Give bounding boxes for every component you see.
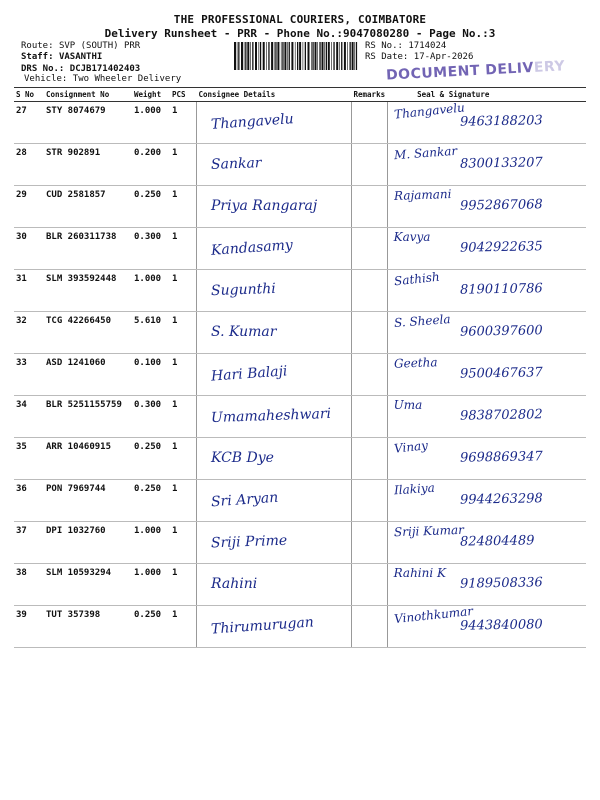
col-remarks: Remarks xyxy=(352,88,388,102)
row-weight: 0.100 xyxy=(132,354,170,396)
receiver-phone: 9443840080 xyxy=(459,617,543,634)
receiver-signature: Vinay xyxy=(392,438,429,456)
row-remarks xyxy=(352,522,388,564)
row-consignment-no: BLR 5251155759 xyxy=(44,396,132,438)
stamp-faded-text: ERY xyxy=(533,58,566,76)
row-pcs: 1 xyxy=(170,354,197,396)
drs-line xyxy=(21,64,140,74)
row-remarks xyxy=(352,228,388,270)
seal-signature-cell xyxy=(387,144,586,186)
staff-value: VASANTHI xyxy=(58,52,103,62)
document-delivery-stamp xyxy=(386,58,566,83)
consignee-signature: Sugunthi xyxy=(210,280,276,300)
row-pcs: 1 xyxy=(170,144,197,186)
row-consignment-no: STR 902891 xyxy=(44,144,132,186)
barcode-bar xyxy=(331,42,332,70)
col-sno: S No xyxy=(14,88,44,102)
barcode-bar xyxy=(287,42,288,70)
receiver-signature: Rajamani xyxy=(393,187,452,203)
col-seal: Seal & Signature xyxy=(387,88,586,102)
consignee-signature: Sriji Prime xyxy=(210,532,288,552)
table-row xyxy=(14,354,586,396)
seal-signature-cell xyxy=(387,312,586,354)
col-consignment: Consignment No xyxy=(44,88,132,102)
barcode-bar xyxy=(311,42,312,70)
row-sno: 31 xyxy=(14,270,44,312)
table-row xyxy=(14,186,586,228)
consignee-signature: Sri Aryan xyxy=(210,489,279,511)
row-weight: 0.250 xyxy=(132,438,170,480)
barcode-bar xyxy=(297,42,298,70)
delivery-table xyxy=(14,87,586,648)
barcode-bar xyxy=(263,42,265,70)
receiver-phone: 9952867068 xyxy=(459,197,543,214)
runsheet-subtitle: Delivery Runsheet - PRR - Phone No.:9047080280 - Page No.:3 xyxy=(104,27,496,40)
barcode-bar xyxy=(282,42,283,70)
row-consignment-no: TCG 42266450 xyxy=(44,312,132,354)
barcode-bar xyxy=(347,42,348,70)
row-pcs: 1 xyxy=(170,606,197,648)
receiver-phone: 9463188203 xyxy=(459,113,543,130)
barcode-bar xyxy=(324,42,325,70)
barcode-bar xyxy=(238,42,239,70)
barcode-bar xyxy=(295,42,296,70)
row-weight: 0.200 xyxy=(132,144,170,186)
seal-signature-cell xyxy=(387,480,586,522)
row-weight: 1.000 xyxy=(132,522,170,564)
staff-label: Staff: xyxy=(21,52,54,62)
row-weight: 0.300 xyxy=(132,228,170,270)
row-pcs: 1 xyxy=(170,312,197,354)
stamp-text: DOCUMENT DELIV xyxy=(385,59,535,84)
receiver-signature: Rahini K xyxy=(393,566,446,580)
receiver-phone: 8190110786 xyxy=(459,281,543,298)
barcode-bar xyxy=(250,42,251,70)
consignee-signature: Rahini xyxy=(211,576,258,592)
barcode-bar xyxy=(260,42,261,70)
table-row xyxy=(14,396,586,438)
row-remarks xyxy=(352,186,388,228)
barcode-bar xyxy=(299,42,301,70)
row-pcs: 1 xyxy=(170,522,197,564)
row-sno: 30 xyxy=(14,228,44,270)
row-consignment-no: SLM 10593294 xyxy=(44,564,132,606)
consignee-signature-cell xyxy=(197,270,352,312)
row-pcs: 1 xyxy=(170,564,197,606)
route-label: Route: xyxy=(21,41,54,51)
seal-signature-cell xyxy=(387,354,586,396)
rs-no-line xyxy=(365,41,446,51)
row-consignment-no: TUT 357398 xyxy=(44,606,132,648)
barcode-bar xyxy=(350,42,351,70)
barcode-bar xyxy=(247,42,249,70)
route-line xyxy=(21,41,140,51)
rs-date-label: RS Date: xyxy=(365,52,409,62)
row-pcs: 1 xyxy=(170,228,197,270)
barcode-bar xyxy=(344,42,346,70)
consignee-signature-cell xyxy=(197,312,352,354)
row-weight: 0.250 xyxy=(132,480,170,522)
seal-signature-cell xyxy=(387,270,586,312)
table-row xyxy=(14,480,586,522)
row-pcs: 1 xyxy=(170,396,197,438)
table-header-row xyxy=(14,88,586,102)
table-row xyxy=(14,438,586,480)
row-remarks xyxy=(352,354,388,396)
receiver-signature: Kavya xyxy=(393,230,431,244)
receiver-signature: Geetha xyxy=(393,355,438,371)
row-remarks xyxy=(352,480,388,522)
table-row xyxy=(14,270,586,312)
barcode-bar xyxy=(241,42,243,70)
rs-no-label: RS No.: xyxy=(365,41,403,51)
barcode-bar xyxy=(305,42,306,70)
row-remarks xyxy=(352,438,388,480)
consignee-signature-cell xyxy=(197,480,352,522)
receiver-signature: Sriji Kumar xyxy=(393,522,464,540)
consignee-signature-cell xyxy=(197,228,352,270)
row-sno: 34 xyxy=(14,396,44,438)
row-weight: 0.250 xyxy=(132,186,170,228)
barcode-bar xyxy=(266,42,267,70)
barcode-bar xyxy=(315,42,317,70)
drs-label: DRS No.: xyxy=(21,64,65,74)
company-title: THE PROFESSIONAL COURIERS, COIMBATORE xyxy=(173,13,427,26)
row-consignment-no: ARR 10460915 xyxy=(44,438,132,480)
table-row xyxy=(14,606,586,648)
barcode-bar xyxy=(326,42,327,70)
seal-signature-cell xyxy=(387,438,586,480)
row-sno: 33 xyxy=(14,354,44,396)
route-value: SVP (SOUTH) PRR xyxy=(58,41,141,51)
receiver-phone: 9500467637 xyxy=(459,365,543,382)
row-remarks xyxy=(352,564,388,606)
barcode-bar xyxy=(252,42,253,70)
col-consignee: Consignee Details xyxy=(197,88,352,102)
seal-signature-cell xyxy=(387,522,586,564)
consignee-signature-cell xyxy=(197,606,352,648)
barcode-bar xyxy=(234,42,236,70)
row-sno: 36 xyxy=(14,480,44,522)
seal-signature-cell xyxy=(387,396,586,438)
row-sno: 32 xyxy=(14,312,44,354)
receiver-phone: 824804489 xyxy=(459,533,535,550)
row-remarks xyxy=(352,312,388,354)
row-sno: 39 xyxy=(14,606,44,648)
rs-date-value: 17-Apr-2026 xyxy=(413,52,474,62)
barcode-bar xyxy=(319,42,320,70)
receiver-phone: 9600397600 xyxy=(459,323,543,340)
row-pcs: 1 xyxy=(170,102,197,144)
row-consignment-no: CUD 2581857 xyxy=(44,186,132,228)
barcode-bar xyxy=(354,42,355,70)
consignee-signature-cell xyxy=(197,396,352,438)
row-sno: 37 xyxy=(14,522,44,564)
barcode-bar xyxy=(271,42,273,70)
seal-signature-cell xyxy=(387,603,586,648)
barcode-bar xyxy=(322,42,324,70)
consignee-signature-cell xyxy=(197,522,352,564)
seal-signature-cell xyxy=(387,186,586,228)
consignee-signature-cell xyxy=(197,564,352,606)
receiver-phone: 9042922635 xyxy=(459,239,543,256)
row-pcs: 1 xyxy=(170,186,197,228)
barcode-bar xyxy=(277,42,279,70)
staff-line xyxy=(21,52,102,62)
row-weight: 0.250 xyxy=(132,606,170,648)
row-weight: 1.000 xyxy=(132,564,170,606)
vehicle-line xyxy=(24,74,181,84)
row-sno: 29 xyxy=(14,186,44,228)
barcode-bar xyxy=(281,42,282,70)
consignee-signature: Thirumurugan xyxy=(210,614,315,638)
col-weight: Weight xyxy=(132,88,170,102)
row-remarks xyxy=(352,270,388,312)
seal-signature-cell xyxy=(387,228,586,270)
row-sno: 27 xyxy=(14,102,44,144)
barcode-image xyxy=(234,42,358,70)
consignee-signature-cell xyxy=(197,186,352,228)
row-pcs: 1 xyxy=(170,438,197,480)
barcode-bar xyxy=(333,42,334,70)
consignee-signature-cell xyxy=(197,144,352,186)
barcode-bar xyxy=(289,42,290,70)
row-consignment-no: BLR 260311738 xyxy=(44,228,132,270)
row-weight: 5.610 xyxy=(132,312,170,354)
consignee-signature: Sankar xyxy=(210,155,262,173)
barcode-bar xyxy=(284,42,286,70)
barcode-bar xyxy=(303,42,304,70)
barcode-bar xyxy=(356,42,357,70)
seal-signature-cell xyxy=(387,102,586,144)
receiver-signature: S. Sheela xyxy=(393,312,451,330)
vehicle-label: Vehicle: xyxy=(24,74,68,84)
barcode-bar xyxy=(275,42,276,70)
row-consignment-no: STY 8074679 xyxy=(44,102,132,144)
barcode-bar xyxy=(312,42,313,70)
row-sno: 38 xyxy=(14,564,44,606)
barcode-bar xyxy=(268,42,269,70)
consignee-signature-cell xyxy=(197,438,352,480)
table-row xyxy=(14,522,586,564)
row-weight: 1.000 xyxy=(132,270,170,312)
receiver-phone: 9838702802 xyxy=(459,407,543,424)
consignee-signature: Umamaheshwari xyxy=(210,405,332,427)
row-consignment-no: DPI 1032760 xyxy=(44,522,132,564)
consignee-signature: KCB Dye xyxy=(211,450,274,466)
rs-no-value: 1714024 xyxy=(408,41,447,51)
barcode-bar xyxy=(317,42,318,70)
seal-signature-cell xyxy=(387,564,586,606)
barcode-bar xyxy=(255,42,257,70)
table-row xyxy=(14,564,586,606)
barcode-bar xyxy=(291,42,293,70)
receiver-phone: 9189508336 xyxy=(459,575,543,592)
row-sno: 35 xyxy=(14,438,44,480)
consignee-signature: Thangavelu xyxy=(210,111,295,133)
consignee-signature-cell xyxy=(197,102,352,144)
barcode-bar xyxy=(308,42,310,70)
row-remarks xyxy=(352,606,388,648)
consignee-signature: Hari Balaji xyxy=(210,363,288,385)
receiver-signature: Thangavelu xyxy=(393,100,466,122)
receiver-signature: Sathish xyxy=(393,269,440,289)
row-remarks xyxy=(352,144,388,186)
row-consignment-no: PON 7969744 xyxy=(44,480,132,522)
receiver-phone: 9698869347 xyxy=(459,449,543,466)
row-remarks xyxy=(352,102,388,144)
table-row xyxy=(14,144,586,186)
receiver-signature: Vinothkumar xyxy=(393,603,474,627)
barcode-bar xyxy=(352,42,354,70)
table-row xyxy=(14,312,586,354)
consignee-signature: S. Kumar xyxy=(211,324,277,340)
receiver-signature: M. Sankar xyxy=(393,143,458,163)
barcode-bar xyxy=(341,42,342,70)
consignee-signature: Kandasamy xyxy=(210,237,294,259)
barcode-bar xyxy=(259,42,260,70)
barcode-bar xyxy=(237,42,238,70)
barcode-bar xyxy=(339,42,340,70)
row-sno: 28 xyxy=(14,144,44,186)
barcode-bar xyxy=(274,42,275,70)
row-consignment-no: SLM 393592448 xyxy=(44,270,132,312)
drs-value: DCJB171402403 xyxy=(69,64,141,74)
table-row xyxy=(14,102,586,144)
barcode-bar xyxy=(244,42,245,70)
table-row xyxy=(14,228,586,270)
col-pcs: PCS xyxy=(170,88,197,102)
consignee-signature: Priya Rangaraj xyxy=(211,198,318,214)
row-pcs: 1 xyxy=(170,480,197,522)
barcode-bar xyxy=(245,42,246,70)
row-weight: 1.000 xyxy=(132,102,170,144)
row-consignment-no: ASD 1241060 xyxy=(44,354,132,396)
receiver-phone: 8300133207 xyxy=(459,155,543,172)
vehicle-value: Two Wheeler Delivery xyxy=(72,74,182,84)
row-weight: 0.300 xyxy=(132,396,170,438)
receiver-signature: Ilakiya xyxy=(393,480,435,498)
row-remarks xyxy=(352,396,388,438)
receiver-phone: 9944263298 xyxy=(459,491,543,508)
receiver-signature: Uma xyxy=(393,398,423,412)
consignee-signature-cell xyxy=(197,354,352,396)
rs-date-line xyxy=(365,52,473,62)
row-pcs: 1 xyxy=(170,270,197,312)
barcode-bar xyxy=(336,42,338,70)
barcode-bar xyxy=(328,42,330,70)
